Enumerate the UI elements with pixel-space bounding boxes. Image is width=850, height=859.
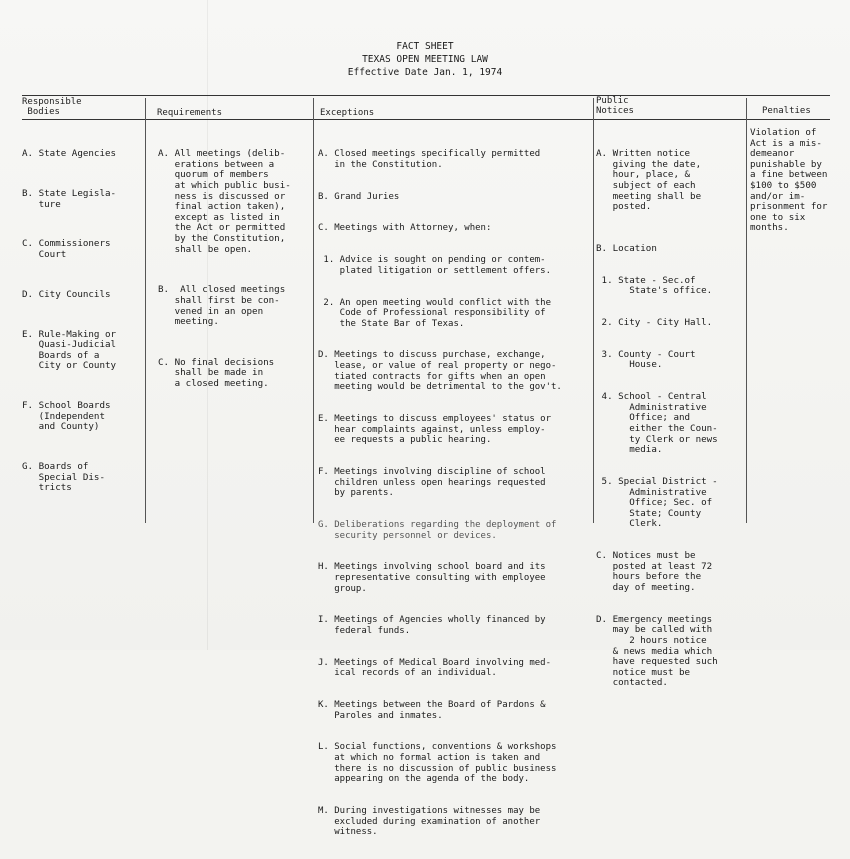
notice-d: D. Emergency meetings may be called with 2 hours notice & news media which have requested such notice must be contacted. [596, 613, 718, 689]
title-effective-date: Effective Date Jan. 1, 1974 [347, 67, 503, 78]
penalties-column: Violation of Act is a mis- demeanor punishable by a fine between $100 to $500 and/or im- prisonment for one to six months. [750, 127, 828, 234]
notice-b3: 3. County - Court House. [601, 348, 696, 371]
notice-c: C. Notices must be posted at least 72 hours before the day of meeting. [596, 550, 713, 593]
exception-g: G. Deliberations regarding the deployment of security personnel or devices. [318, 519, 557, 541]
header-top-rule [22, 95, 830, 96]
title-block [0, 40, 850, 79]
exception-i: I. Meetings of Agencies wholly financed by federal funds. [318, 615, 546, 636]
notice-b1: 1. State - Sec.of State's office. [601, 274, 713, 297]
title-law-name: TEXAS OPEN MEETING LAW [362, 54, 488, 65]
exception-c2: 2. An open meeting would conflict with the Code of Professional responsibility of the State Bar of Texas. [323, 297, 551, 329]
exception-e: E. Meetings to discuss employees' status or hear complaints against, unless employ- ee requests a public hearing. [318, 414, 551, 446]
exception-c: C. Meetings with Attorney, when: [318, 223, 492, 234]
exception-l: L. Social functions, conventions & workshops at which no formal action is taken and there is no discussion of public business appearing on the agenda of the body. [318, 742, 557, 785]
divider-4 [746, 98, 747, 523]
exception-h: H. Meetings involving school board and its representative consulting with employee group. [318, 562, 546, 594]
body-a: A. State Agencies [22, 148, 117, 160]
body-f: F. School Boards (Independent and County) [22, 400, 111, 433]
exception-b: B. Grand Juries [318, 191, 400, 202]
col-header-requirements: Requirements [157, 108, 223, 118]
body-c: C. Commissioners Court [22, 238, 111, 260]
col-header-public-notices: Public Notices [596, 96, 634, 116]
divider-1 [145, 98, 146, 523]
exception-a: A. Closed meetings specifically permitted in the Constitution. [318, 149, 541, 170]
body-b: B. State Legisla- ture [22, 187, 117, 210]
requirement-a: A. All meetings (delib- erations between a quorum of members at which public busi- ness is discussed or final action taken), except as listed in the Act or permitted by the Constitution, shall be open. [158, 148, 291, 255]
notice-b2: 2. City - City Hall. [596, 317, 713, 329]
notice-b: B. Location [596, 242, 657, 254]
exception-f: F. Meetings involving discipline of school children unless open hearings requested by parents. [318, 467, 546, 499]
col-header-exceptions: Exceptions [320, 108, 375, 118]
body-g: G. Boards of Special Dis- tricts [22, 461, 105, 494]
col-header-penalties: Penalties [762, 106, 811, 116]
notice-b4: 4. School - Central Administrative Office; and either the Coun- ty Clerk or news media. [601, 391, 718, 456]
title-fact-sheet: FACT SHEET [396, 41, 454, 52]
exception-k: K. Meetings between the Board of Pardons & Paroles and inmates. [318, 700, 546, 721]
requirements-column [158, 128, 291, 411]
requirement-c: C. No final decisions shall be made in a closed meeting. [158, 356, 275, 390]
notice-a: A. Written notice giving the date, hour, place, & subject of each meeting shall be posted. [596, 148, 702, 213]
notice-b5: 5. Special District - Administrative Office; Sec. of State; County Clerk. [601, 476, 718, 530]
exception-m: M. During investigations witnesses may be excluded during examination of another witness. [318, 806, 541, 838]
body-e: E. Rule-Making or Quasi-Judicial Boards of a City or County [22, 328, 117, 372]
responsible-bodies-column [22, 128, 116, 515]
body-d: D. City Councils [22, 288, 111, 300]
exception-d: D. Meetings to discuss purchase, exchange, lease, or value of real property or nego- tiated contracts for gifts when an open meeting would be detrimental to the gov't. [318, 350, 562, 393]
col-header-responsible: Responsible Bodies [22, 97, 82, 117]
requirement-b: B. All closed meetings shall first be con- vened in an open meeting. [158, 284, 286, 328]
divider-3 [593, 98, 594, 523]
exceptions-column [318, 128, 562, 859]
divider-2 [313, 98, 314, 523]
exception-j: J. Meetings of Medical Board involving med- ical records of an individual. [318, 657, 551, 679]
exception-c1: 1. Advice is sought on pending or contem- plated litigation or settlement offers. [323, 255, 551, 276]
header-bottom-rule [22, 119, 830, 120]
public-notices-column [596, 128, 718, 710]
